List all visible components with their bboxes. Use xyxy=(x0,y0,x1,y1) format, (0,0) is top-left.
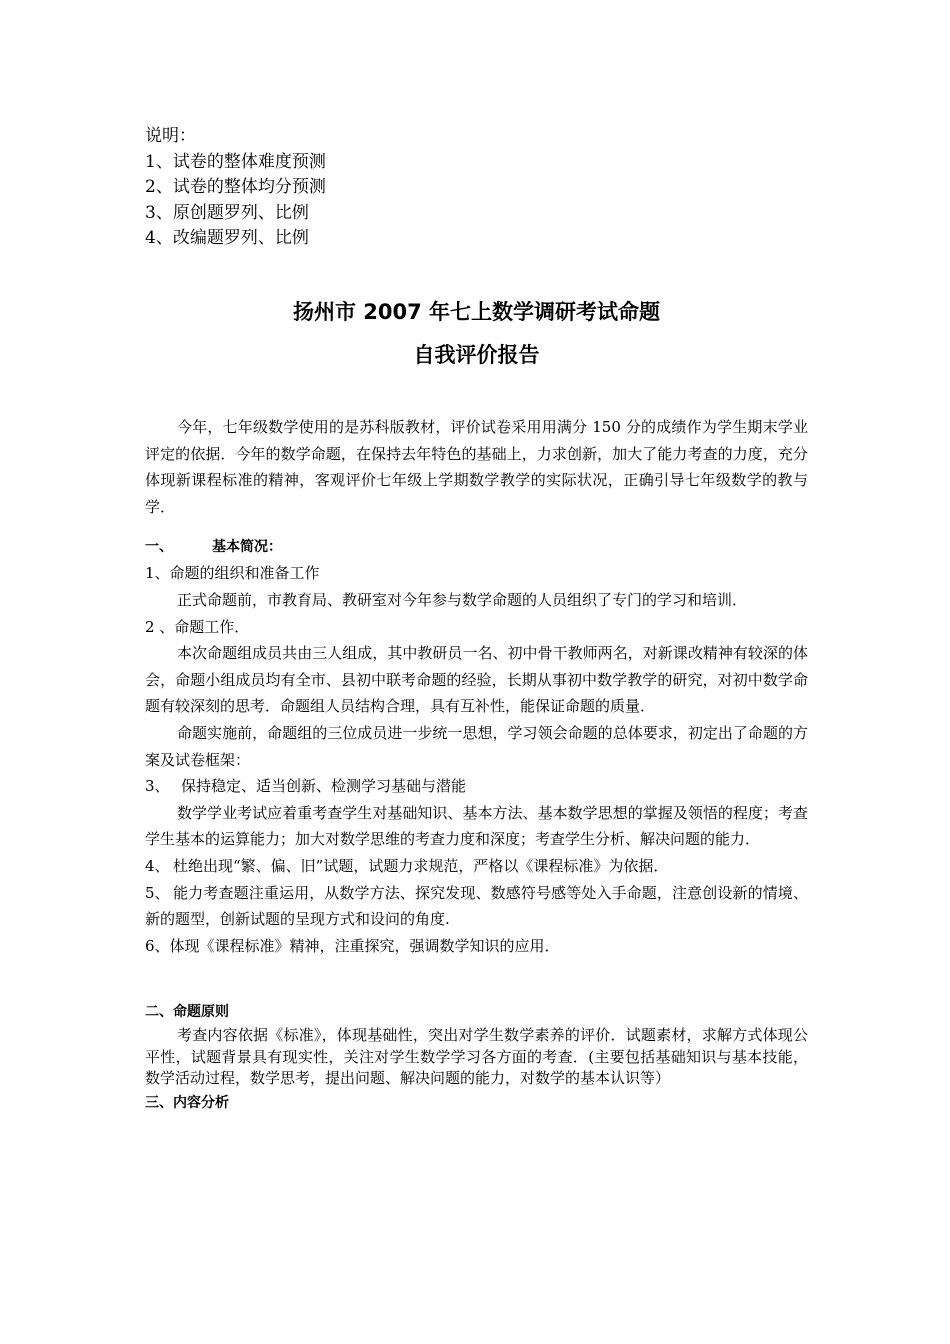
section-1-item-4 xyxy=(145,853,808,880)
notes-title: 说明： xyxy=(145,126,196,146)
intro-paragraph: 今年，七年级数学使用的是苏科版教材，评价试卷采用用满分 150 分的成绩作为学生期末学业评定的依据．今年的数学命题，在保持去年特色的基础上，力求创新，加大了能力考查的力度，充分体现新课程标准的精神，客观评价七年级上学期数学教学的实际状况，正确引导七年级数学的教与学． xyxy=(145,418,808,516)
notes-item: 1、试卷的整体难度预测 xyxy=(145,151,326,172)
section-1-number: 一、 xyxy=(145,539,173,556)
report-title: 扬州市 2007 年七上数学调研考试命题 xyxy=(292,300,661,324)
notes-item: 2、试卷的整体均分预测 xyxy=(145,177,326,197)
notes-item: 3、原创题罗列、比例 xyxy=(145,202,309,223)
report-subtitle: 自我评价报告 xyxy=(413,343,540,367)
list-text: 能力考查题注重运用，从数学方法、探究发现、数感符号感等处入手命题，注意创设新的情境、新的题型，创新试题的呈现方式和设问的角度. xyxy=(145,883,808,929)
list-text: 杜绝出现“繁、偏、旧”试题，试题力求规范，严格以《课程标准》为依据． xyxy=(173,856,669,875)
list-text: 保持稳定、适当创新、检测学习基础与潜能 xyxy=(181,777,467,796)
section-1-item-6: 6、体现《课程标准》精神，注重探究，强调数学知识的应用． xyxy=(145,936,560,955)
section-1-item-3-title xyxy=(145,773,808,800)
section-1-item-5 xyxy=(145,880,808,933)
section-2-text: 考查内容依据《标准》，体现基础性，突出对学生数学素养的评价．试题素材，求解方式体现公平性，试题背景具有现实性，关注对学生数学学习各方面的考查．(主要包括基础知识与基本技能，数学活动过程，数学思考，提出问题、解决问题的能力，对数学的基本认识等） xyxy=(145,1026,808,1088)
section-3-heading: 三、内容分析 xyxy=(145,1094,229,1111)
section-1-item-1-text: 正式命题前，市教育局、教研室对今年参与数学命题的人员组织了专门的学习和培训． xyxy=(177,590,748,609)
report-body xyxy=(145,414,808,1116)
section-1-item-2-title: 2 、命题工作． xyxy=(145,617,250,636)
section-1-item-1-title: 1、命题的组织和准备工作 xyxy=(145,564,320,583)
section-1-item-3-text: 数学学业考试应着重考查学生对基础知识、基本方法、基本数学思想的掌握及领悟的程度；考查学生基本的运算能力；加大对数学思维的考查力度和深度；考查学生分析、解决问题的能力． xyxy=(145,803,808,849)
section-2-heading: 二、命题原则 xyxy=(145,1004,229,1021)
section-1-title: 基本简况： xyxy=(212,539,282,556)
list-marker: 4、 xyxy=(145,856,170,875)
list-marker: 5、 xyxy=(145,883,170,902)
notes-item: 4、改编题罗列、比例 xyxy=(145,228,309,248)
list-marker: 3、 xyxy=(145,777,170,796)
section-1-item-2-text-b: 命题实施前，命题组的三位成员进一步统一思想，学习领会命题的总体要求，初定出了命题的方案及试卷框架： xyxy=(145,723,808,769)
section-1-heading xyxy=(145,534,808,560)
section-1-item-2-text: 本次命题组成员共由三人组成，其中教研员一名、初中骨干教师两名，对新课改精神有较深的体会，命题小组成员均有全市、县初中联考命题的经验，长期从事初中数学教学的研究，对初中数学命题有较深刻的思考．命题组人员结构合理，具有互补性，能保证命题的质量． xyxy=(145,644,808,716)
notes-block xyxy=(145,124,545,252)
